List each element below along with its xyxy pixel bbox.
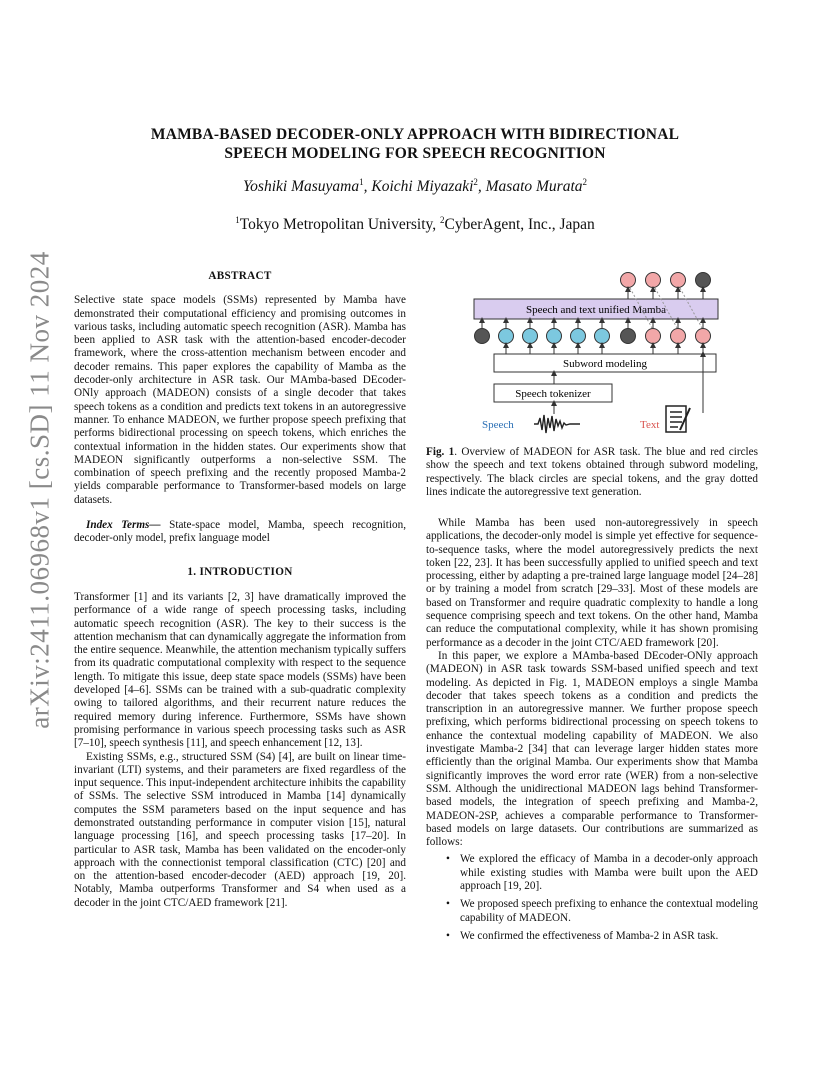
contribution-item: • We confirmed the effectiveness of Mamba-2 in ASR task. [460,930,758,943]
figure-caption [426,446,758,499]
right-column [426,517,758,948]
figure-1 [468,268,778,438]
contribution-list [426,853,758,943]
madeon-diagram [468,268,778,438]
mamba-block-label: Speech and text unified Mamba [526,304,666,316]
caption-label: Fig. 1 [426,446,455,458]
tokenizer-block-label: Speech tokenizer [515,388,591,400]
affil-1: Tokyo Metropolitan University, [239,216,441,234]
author-1-affil: 1 [359,177,364,187]
arxiv-stamp-text: arXiv:2411.06968v1 [cs.SD] 11 Nov 2024 [24,251,55,729]
title-line-2: SPEECH MODELING FOR SPEECH RECOGNITION [224,145,606,162]
subword-block-label: Subword modeling [562,358,648,370]
affil-2-mark: 2 [440,215,445,225]
author-1: Yoshiki Masuyama [242,178,360,196]
contribution-item: • We explored the efficacy of Mamba in a decoder-only approach while existing studies with Mamba were built upon the AED approach [19, 20]. [460,853,758,893]
author-3-affil: 2 [582,177,588,187]
index-terms-text: State-space model, Mamba, speech recognition, decoder-only model, prefix language model [74,519,406,545]
abstract-text: Selective state space models (SSMs) represented by Mamba have demonstrated their computational efficiency and promising outcomes in various tasks, including automatic speech recognition (ASR). Mamba has been applied to ASR task with the attention-based encoder-decoder framework, where the cross-attention mechanism between encoder and decoder remains. This paper explores the capability of Mamba as the decoder-only architecture in ASR task. Our MAmba-based DEcoder-ONly approach (MADEON) consists of a single decoder that takes speech tokens as a condition and predicts text tokens in an autoregressive manner. To enhance MADEON, we further propose speech prefixing that performs bidirectional processing on speech tokens, which enriches the contextual information in the hidden states. Our experiments show that MADEON significantly outperforms a non-selective SSM. The combination of speech prefixing and the recently proposed Mamba-2 yields comparable performance to Transformer-based models on large datasets. [74,294,406,506]
author-list: Yoshiki Masuyama$^1$, Koichi Miyazaki$^2$, Masato Murata$^2$ [242,177,588,196]
left-column [74,270,406,910]
author-2-affil: 2 [473,177,478,187]
waveform-icon [534,415,580,433]
title-line-1: MAMBA-BASED DECODER-ONLY APPROACH WITH BIDIRECTIONAL [150,126,680,143]
right-paragraph-1: While Mamba has been used non-autoregressively in speech applications, the decoder-only model is simple yet effective for sequence-to-sequence tasks, where the model autoregressively predicts the next token [22, 23]. It has been successfully applied to unified speech and text processing, either by adapting a pre-trained large language model [24–28] or by training a model from scratch [29–33]. Most of these models are based on Transformer and require quadratic complexity to handle a long sequence comprising speech and text tokens. On the other hand, Mamba can reduce the computational complexity, while it has shown promising performance as a decoder in the joint CTC/AED framework [20]. [426,517,758,649]
index-terms [74,519,406,546]
intro-paragraph-1: Transformer [1] and its variants [2, 3] have dramatically improved the performance of a wide range of speech processing tasks, including automatic speech recognition (ASR). The key to their success is the attention mechanism that can dynamically aggregate the information from the entire sequence. Meanwhile, the attention mechanism typically suffers from its quadratic computational complexity with respect to the sequence length. To mitigate this issue, deep state space models (SSMs) have been developed [4–6]. SSMs can be trained with a sub-quadratic complexity owing to tailored algorithms, and their recurrent nature reduces the required memory during inference. Furthermore, SSMs have shown promising performance in various speech processing tasks such as ASR [7–10], speech synthesis [11], and speech enhancement [12, 13]. [74,590,406,750]
intro-paragraph-2: Existing SSMs, e.g., structured SSM (S4) [4], are built on linear time-invariant (LTI) systems, and their parameters are fixed regardless of the input sequence. This input-independent architecture inhibits the capability of SSMs. The selective SSM introduced in Mamba [14] dynamically computes the SSM parameters based on the input sequence and has demonstrated outstanding performance in computer vision [15], natural language processing [16], and speech processing tasks [17–20]. In particular to ASR task, Mamba has been validated on the encoder-only approach with the connectionist temporal classification (CTC) [20] and on the attention-based encoder-decoder (AED) approach [19, 20]. Notably, Mamba outperforms Transformer and S4 when used as a decoder in the joint CTC/AED framework [21]. [74,750,406,909]
right-paragraph-2: In this paper, we explore a MAmba-based DEcoder-ONly approach (MADEON) in ASR task towards SSM-based unified speech and text modeling. As depicted in Fig. 1, MADEON employs a single Mamba decoder that takes speech tokens as a condition and predicts the transcription in an autoregressive manner. We further propose speech prefixing, which performs bidirectional processing on speech tokens to enhance the contextual modeling capability of MADEON. We also investigate Mamba-2 [34] that can leverage larger hidden states more efficiently than the original Mamba. Our experiments show that Mamba significantly improves the word error rate (WER) from a non-selective SSM. Although the unidirectional MADEON lags behind Transformer-based models, the integration of speech prefixing and Mamba-2, MADEON-2SP, achieves a comparable performance to Transformer-based models on large datasets. Our contributions are summarized as follows: [426,649,758,849]
text-label: Text [640,419,660,431]
affiliations [100,215,730,234]
output-tokens [621,273,711,288]
intro-heading: 1. INTRODUCTION [187,565,293,578]
contribution-item: • We proposed speech prefixing to enhance the contextual modeling capability of MADEON. [460,898,758,925]
index-terms-label: Index Terms— [86,519,161,532]
abstract-heading: ABSTRACT [208,270,272,282]
author-3: Masato Murata [485,178,583,196]
input-tokens [475,329,711,344]
arxiv-stamp [22,251,58,729]
caption-text: . Overview of MADEON for ASR task. The blue and red circles show the speech and text tokens obtained through subword modeling, respectively. The black circles are special tokens, and the gray dotted lines indicate the autoregressive text generation. [426,446,758,498]
affil-2: CyberAgent, Inc., Japan [444,216,595,234]
affil-1-mark: 1 [235,215,240,225]
author-2: Koichi Miyazaki [371,178,474,196]
paper-title [100,125,730,163]
speech-label: Speech [482,419,514,431]
